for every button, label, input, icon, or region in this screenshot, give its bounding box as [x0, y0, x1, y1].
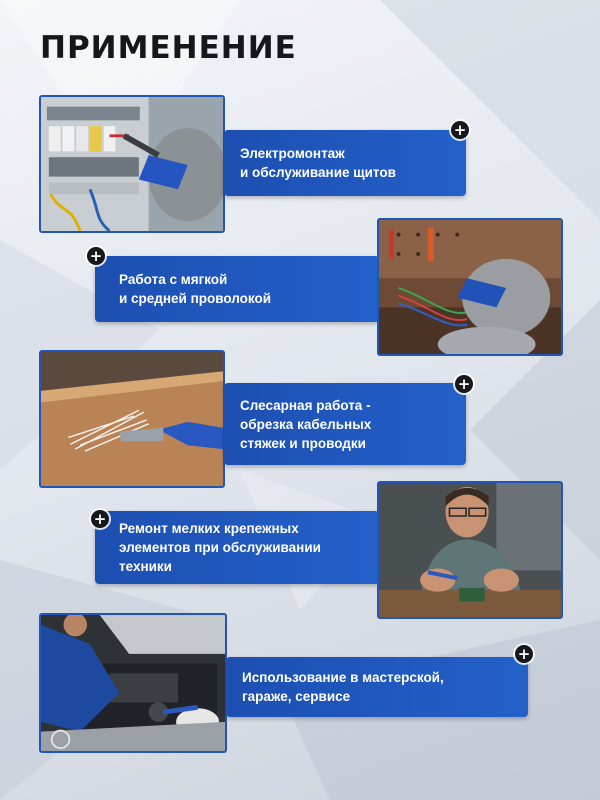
- section-4-banner: [95, 511, 379, 584]
- plus-icon[interactable]: +: [87, 247, 105, 265]
- page-title: ПРИМЕНЕНИЕ: [40, 30, 297, 66]
- section-5-text: Использование в мастерской, гараже, сервисе: [242, 670, 444, 704]
- wire-cutting-photo: [377, 218, 563, 356]
- plus-icon[interactable]: +: [455, 375, 473, 393]
- car-engine-photo: [39, 613, 227, 753]
- section-4-text: Ремонт мелких крепежных элементов при обслуживании техники: [119, 521, 321, 574]
- repair-technician-photo: [377, 481, 563, 619]
- section-5-banner: [226, 657, 528, 717]
- electrical-panel-photo: [39, 95, 225, 233]
- plus-icon[interactable]: +: [91, 510, 109, 528]
- cable-ties-photo: [39, 350, 225, 488]
- section-2-text: Работа с мягкой и средней проволокой: [119, 272, 272, 306]
- section-1-text: Электромонтаж и обслуживание щитов: [240, 146, 396, 180]
- section-3-banner: [224, 383, 466, 465]
- section-1-banner: [224, 130, 466, 196]
- plus-icon[interactable]: +: [451, 121, 469, 139]
- plus-icon[interactable]: +: [515, 645, 533, 663]
- section-3-text: Слесарная работа - обрезка кабельных стяжек и проводки: [240, 397, 372, 451]
- section-2-banner: [95, 256, 379, 322]
